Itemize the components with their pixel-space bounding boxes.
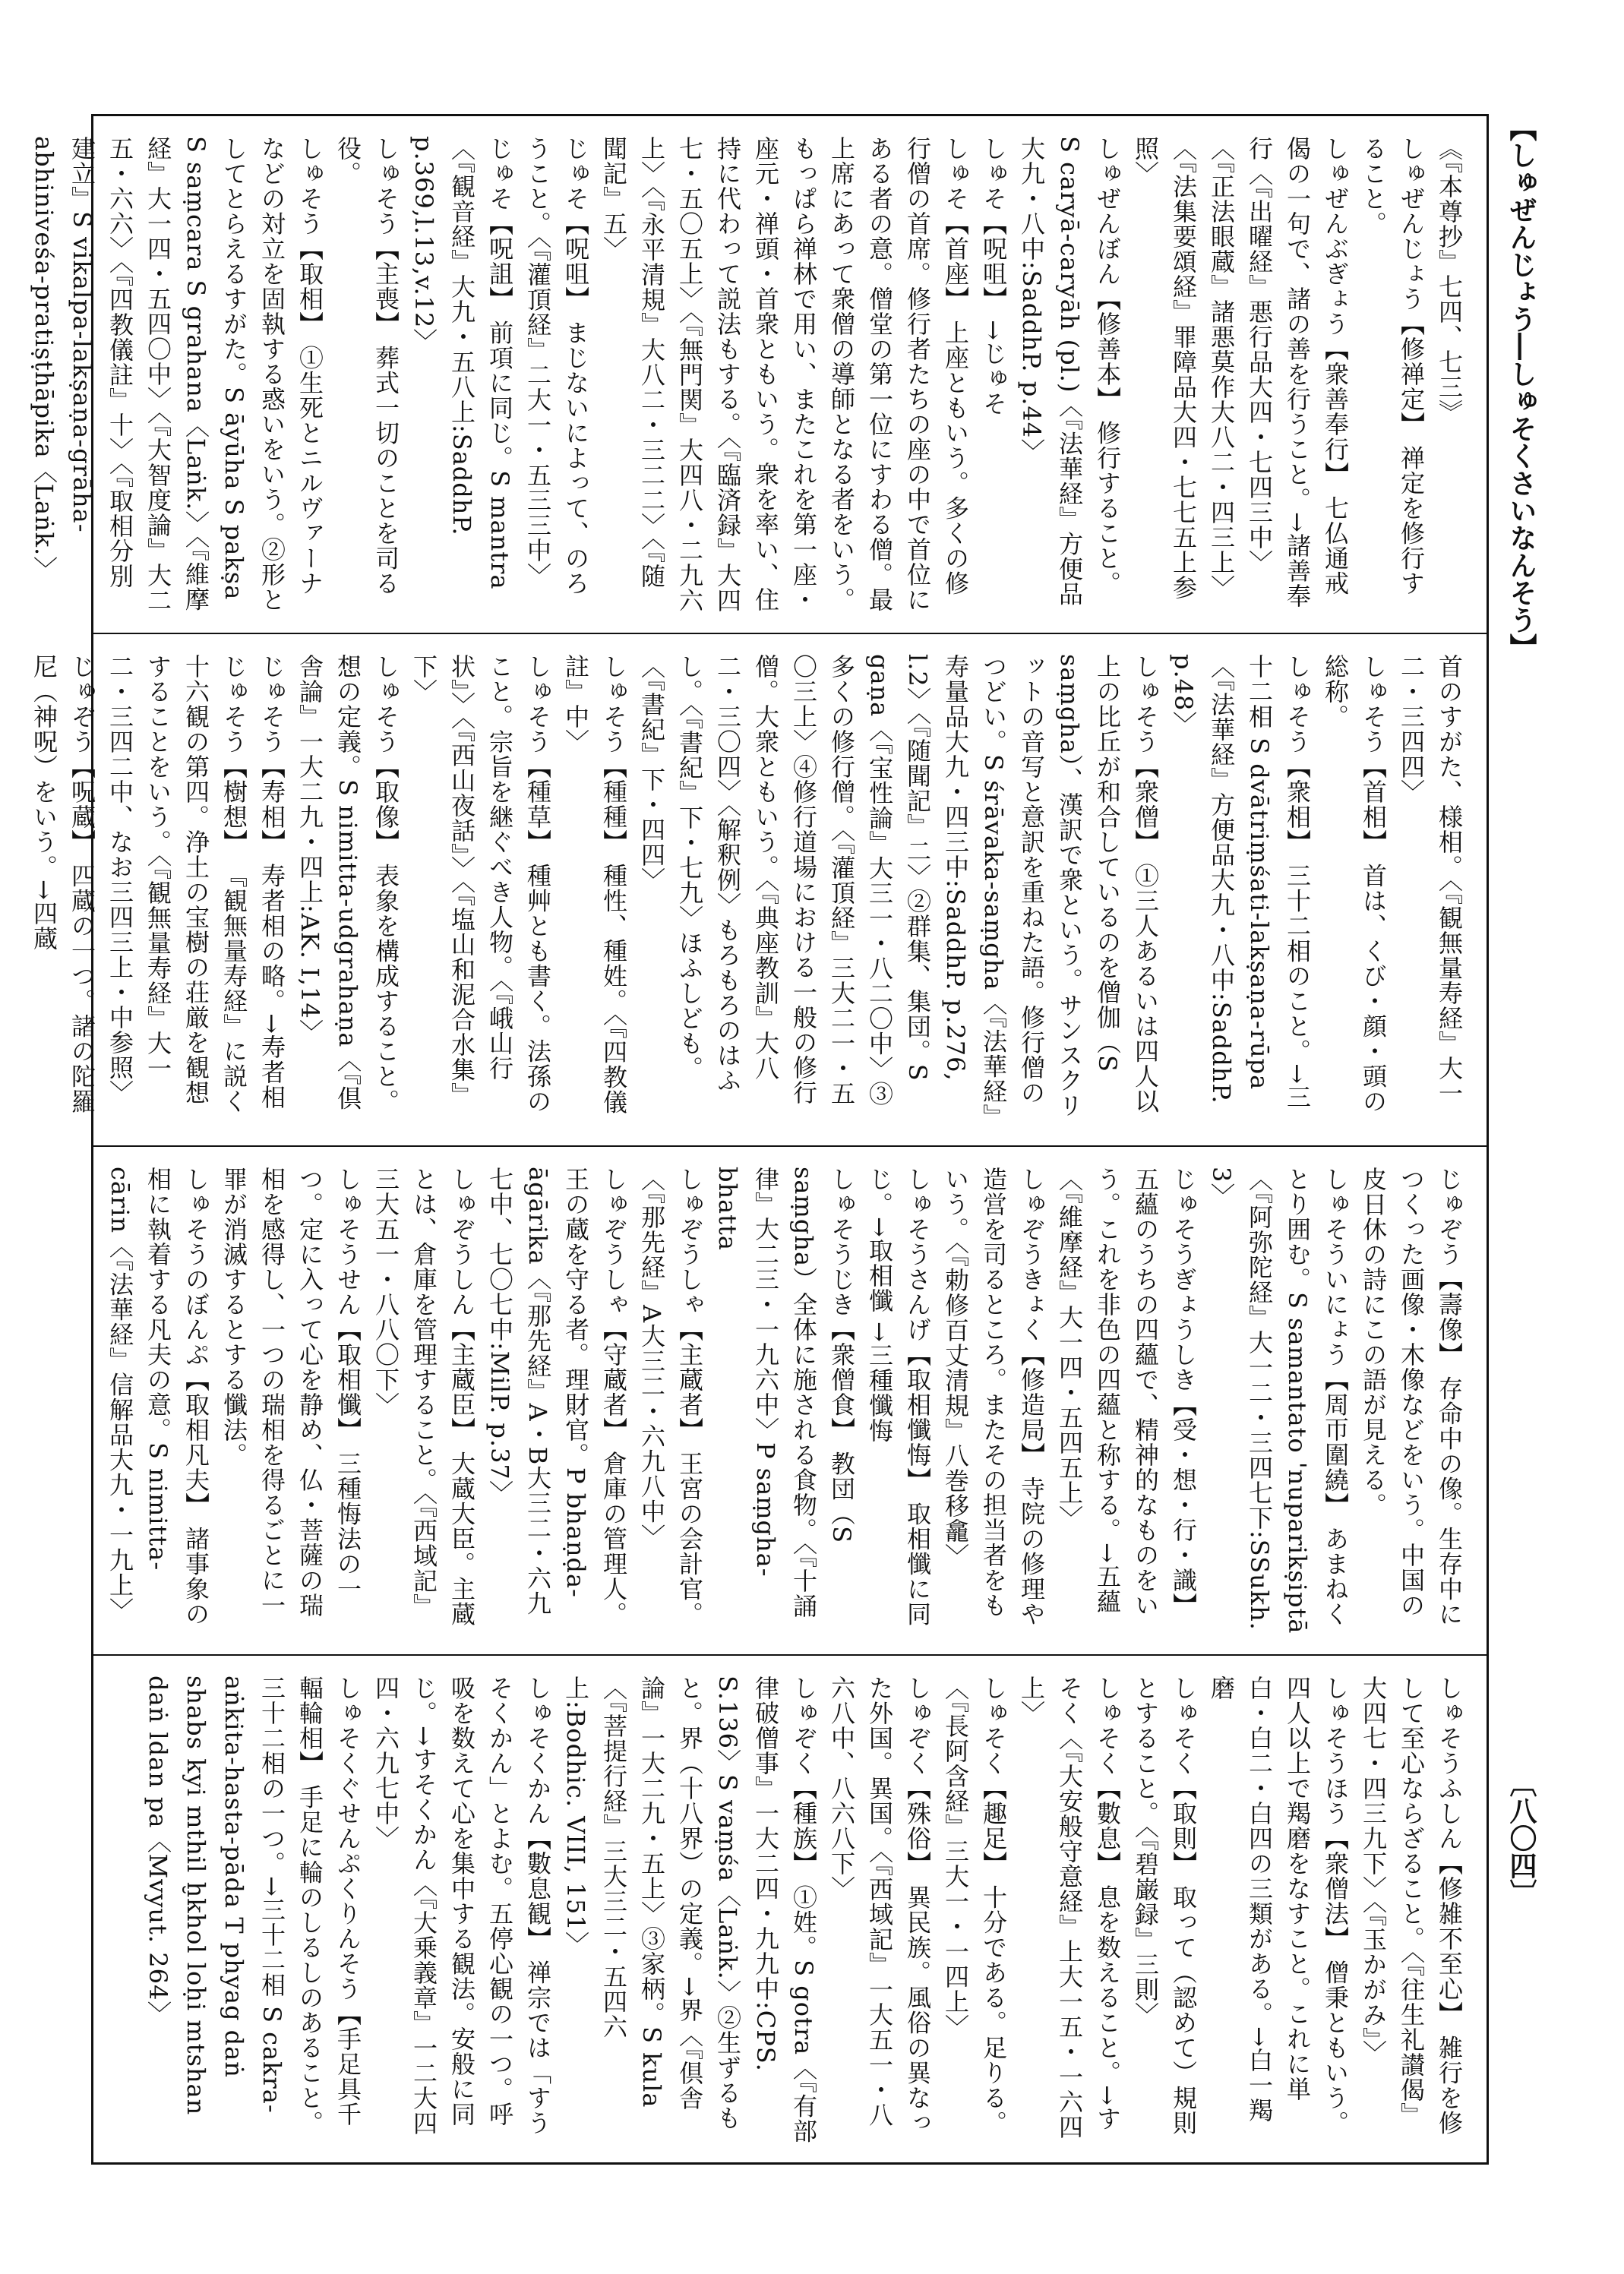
dictionary-entry: しゅそう【種草】 種艸とも書く。法孫のこと。宗旨を継ぐべき人物。〈『峨山行状』〉〈『西山夜話』〉〈『塩山和泥合水集』下〉 — [409, 654, 552, 1114]
page-number: 〔八〇四〕 — [1506, 1770, 1537, 1906]
dictionary-entry: しゅぜんじょう【修禅定】 禅定を修行すること。 — [1359, 136, 1426, 596]
tier-1-entries — [30, 116, 1487, 633]
dictionary-entry: じゅぞう【壽像】 存命中の像。生存中につくった画像・木像などをいう。中国の皮日休の詩にこの語が見える。 — [1359, 1167, 1464, 1627]
dictionary-entry: しゅそ【呪咀】 →じゅそ — [979, 136, 1008, 416]
dictionary-entry: しゅそう【取像】 表象を構成すること。想の定義。S nimitta-udgrahaṇa〈『倶舎論』一大二九・四上:AK. I,14〉 — [295, 654, 400, 1114]
dictionary-entry: 《『本尊抄』七四、七三》 — [1435, 136, 1464, 425]
dictionary-entry: しゅそく【取則】 取って（認めて）規則とすること。〈『碧巌録』三則〉 — [1131, 1675, 1198, 2136]
dictionary-entry: しゅそくぐせんぷくりんそう【手足具千輻輪相】 手足に輪のしるしのあること。三十二相の一つ。→三十二相 S cakra-aṅkita-hasta-pāda T phyag daṅ shabs kyi mthil ḫkhol loḥi mtshan daṅ ldan pa〈Mvyut. 264〉 — [144, 1675, 362, 2136]
running-header: 【しゅぜんじょう―しゅそくさいなんそう】 — [1506, 114, 1537, 661]
dictionary-entry: しゅそう【衆僧】 ①三人あるいは四人以上の比丘が和合しているのを僧伽（S saṃgha）、漢訳で衆という。サンスクリットの音写と意訳を重ねた語。修行僧のつどい。S śrāvaka-saṃgha〈『法華経』寿量品大九・四三中:SaddhP. p.276, l.2〉〈『随聞記』二〉②群集、集団。S gaṇa〈『宝性論』大三一・八二〇中〉③多くの修行僧。〈『灌頂経』三大二一・五〇三上〉④修行道場における一般の修行僧。大衆ともいう。〈『典座教訓』大八二・三〇四〉〈解釈例〉もろもろのはふし。〈『書紀』下・七九〉ほふしども。〈『書紀』下・四四〉 — [637, 654, 1160, 1119]
dictionary-entry: しゅぞく【殊俗】 異民族。風俗の異なった外国。異国。〈『西域記』一大五一・八六八中、八六八下〉 — [827, 1675, 932, 2136]
dictionary-entry: しゅぞうしゃ【守蔵者】 倉庫の管理人。王の蔵を守る者。理財官。P bhaṇḍa-āgārika〈『那先経』A・B大三二・六九七中、七〇七中:MilP. p.37〉 — [485, 1167, 628, 1627]
tier-3 — [93, 1145, 1487, 1654]
dictionary-entry: しゅそうふしん【修雑不至心】 雑行を修して至心ならざること。〈『往生礼讃偈』大四七・四三九下〉〈『玉かがみ』〉 — [1359, 1675, 1464, 2136]
dictionary-entry: しゅそうさんげ【取相懺悔】 取相懺に同じ。→取相懺 →三種懺悔 — [865, 1167, 932, 1627]
tier-1 — [30, 116, 1487, 633]
dictionary-entry: しゅそう【取相】 ①生死とニルヴァーナなどの対立を固執する惑いをいう。②形としてとらえるすがた。S āyūha S pakṣa S saṃcara S grahana〈Laṅk.〉〈『維摩経』大一四・五四〇中〉〈『大智度論』大二五・六六〉〈『四教儀註』十〉〈『取相分別建立』S vikalpa-lakṣaṇa-grāha-abhiniveśa-pratiṣṭhāpika〈Laṅk.〉 — [30, 136, 324, 613]
tier-4 — [93, 1654, 1487, 2164]
dictionary-entry: しゅそくかん【數息観】 禅宗では「すうそくかん」とよむ。五停心観の一つ。呼吸を数えて心を集中する観法。安般に同じ。→すそくかん〈『大乗義章』一二大四四・六九七中〉 — [371, 1675, 552, 2136]
dictionary-entry: しゅそ【首座】 上座ともいう。多くの修行僧の首席。修行者たちの座の中で首位にある者の意。僧堂の第一位にすわる僧。最上席にあって衆僧の導師となる者をいう。もっぱら禅林で用い、またこれを第一座・座元・禅頭・首衆ともいう。衆を率い、住持に代わって説法もする。〈『臨済録』大四七・五〇五上〉〈『無門関』大四八・二九六上〉〈『永平清規』大八二・三二二〉〈『随聞記』五〉 — [599, 136, 970, 613]
dictionary-entry: しゅそういにょう【周帀圍繞】 あまねくとり囲む。S samantato 'nuparikṣiptā〈『阿弥陀経』大一二・三四七下:SSukh. 3〉 — [1207, 1167, 1350, 1634]
dictionary-entry: しゅぞうきょく【修造局】 寺院の修理や造営を司るところ。またその担当者をもいう。〈『勅修百丈清規』八巻移龕〉 — [941, 1167, 1046, 1627]
dictionary-entry: じゅそう【樹想】 『観無量寿経』に説く十六観の第四。浄土の宝樹の荘厳を観想することをいう。〈『観無量寿経』大一二・三四二中、なお三四三上・中参照〉 — [106, 654, 248, 1114]
dictionary-page — [30, 114, 1489, 2165]
dictionary-entry: しゅぜんぶぎょう【衆善奉行】 七仏通戒偈の一句で、諸の善を行うこと。→諸善奉行〈『出曜経』悪行品大四・七四三中〉〈『正法眼蔵』諸悪莫作大八二・四三上〉〈『法集要頌経』罪障品大四・七七五上参照〉 — [1131, 136, 1350, 608]
dictionary-entry: じゅぞう【呪蔵】 四蔵の一つ。諸の陀羅尼（神呪）をいう。→四蔵 — [30, 654, 96, 1114]
dictionary-entry: しゅそう【種種】 種性、種姓。〈『四教儀註』中〉 — [561, 654, 628, 1115]
dictionary-entry: しゅそうじき【衆僧食】 教団（S saṃgha）全体に施される食物。〈『十誦律』大二三・一九六中〉P saṃgha-bhatta — [713, 1167, 856, 1619]
dictionary-entry: 首のすがた、様相。〈『観無量寿経』大一二・三四四〉 — [1397, 654, 1464, 1106]
dictionary-entry: じゅそ【呪詛】 前項に同じ。S mantra〈『観音経』大九・五八上:SaddhP. p.369,l.13,v.12〉 — [409, 136, 514, 590]
tier-2 — [30, 633, 1487, 1145]
tier-2-entries — [30, 634, 1487, 1145]
dictionary-entry: しゅそく【趣足】 十分である。足りる。〈『長阿含経』三大一・一四上〉 — [941, 1675, 1008, 2136]
dictionary-entry: しゅそう【主喪】 葬式一切のことを司る役。 — [333, 136, 400, 596]
tier-3-entries — [93, 1147, 1487, 1654]
dictionary-entry: しゅそく【數息】 息を数えること。→すそく〈『大安般守意経』上大一五・一六四上〉 — [1017, 1675, 1122, 2140]
dictionary-entry: じゅそ【呪咀】 まじないによって、のろうこと。〈『灌頂経』二大一・五三三中〉 — [523, 136, 590, 596]
dictionary-entry: しゅそうせん【取相懺】 三種悔法の一つ。定に入って心を静め、仏・菩薩の瑞相を感得し、一つの瑞相を得るごとに一罪が消滅するとする懺法。 — [220, 1167, 362, 1618]
dictionary-entry: しゅそうのぼんぷ【取相凡夫】 諸事象の相に執着する凡夫の意。S nimitta-cārin〈『法華経』信解品大九・一九上〉 — [106, 1167, 210, 1627]
dictionary-entry: しゅぜんぼん【修善本】 修行すること。S caryā-caryāh (pl.)〈『法華経』方便品大九・八中:SaddhP. p.44〉 — [1017, 136, 1122, 607]
dictionary-entry: しゅぞうしん【主蔵臣】 大蔵大臣。主蔵とは、倉庫を管理すること。〈『西域記』三大五一・八八〇下〉 — [371, 1167, 476, 1627]
dictionary-entry: しゅそう【衆相】 三十二相のこと。→三十二相 S dvātriṃśati-lakṣaṇa-rūpa〈『法華経』方便品大九・八中:SaddhP. p.48〉 — [1169, 654, 1312, 1110]
tier-4-entries — [93, 1656, 1487, 2164]
dictionary-entry: じゅそうぎょうしき【受・想・行・識】 五蘊のうちの四蘊で、精神的なものをいう。これを非色の四蘊と称する。→五蘊〈『維摩経』大一四・五四五上〉 — [1055, 1167, 1198, 1618]
dictionary-entry: しゅそうほう【衆僧法】 僧秉ともいう。四人以上で羯磨をなすこと。これに単白・白二・白四の三類がある。→白一羯磨 — [1207, 1675, 1350, 2136]
dictionary-entry: しゅそう【首相】 首は、くび・顔・頭の総称。 — [1321, 654, 1388, 1114]
dictionary-entry: しゅぞうしゃ【主蔵者】 王宮の会計官。〈『那先経』A大三二・六九八中〉 — [637, 1167, 704, 1627]
dictionary-entry: しゅぞく【種族】 ①姓。S gotra〈『有部律破僧事』一大二四・九九中:CPS. S.136〉S vaṃśa〈Laṅk.〉②生ずるもと。界（十八界）の定義。→界〈『倶舎論』一大二九・五上〉③家柄。S kula〈『菩提行経』三大三二・五四六上:Bodhic. VIII, 151〉 — [561, 1675, 818, 2144]
dictionary-entry: じゅそう【寿相】 寿者相の略。→寿者相 — [258, 654, 286, 1110]
